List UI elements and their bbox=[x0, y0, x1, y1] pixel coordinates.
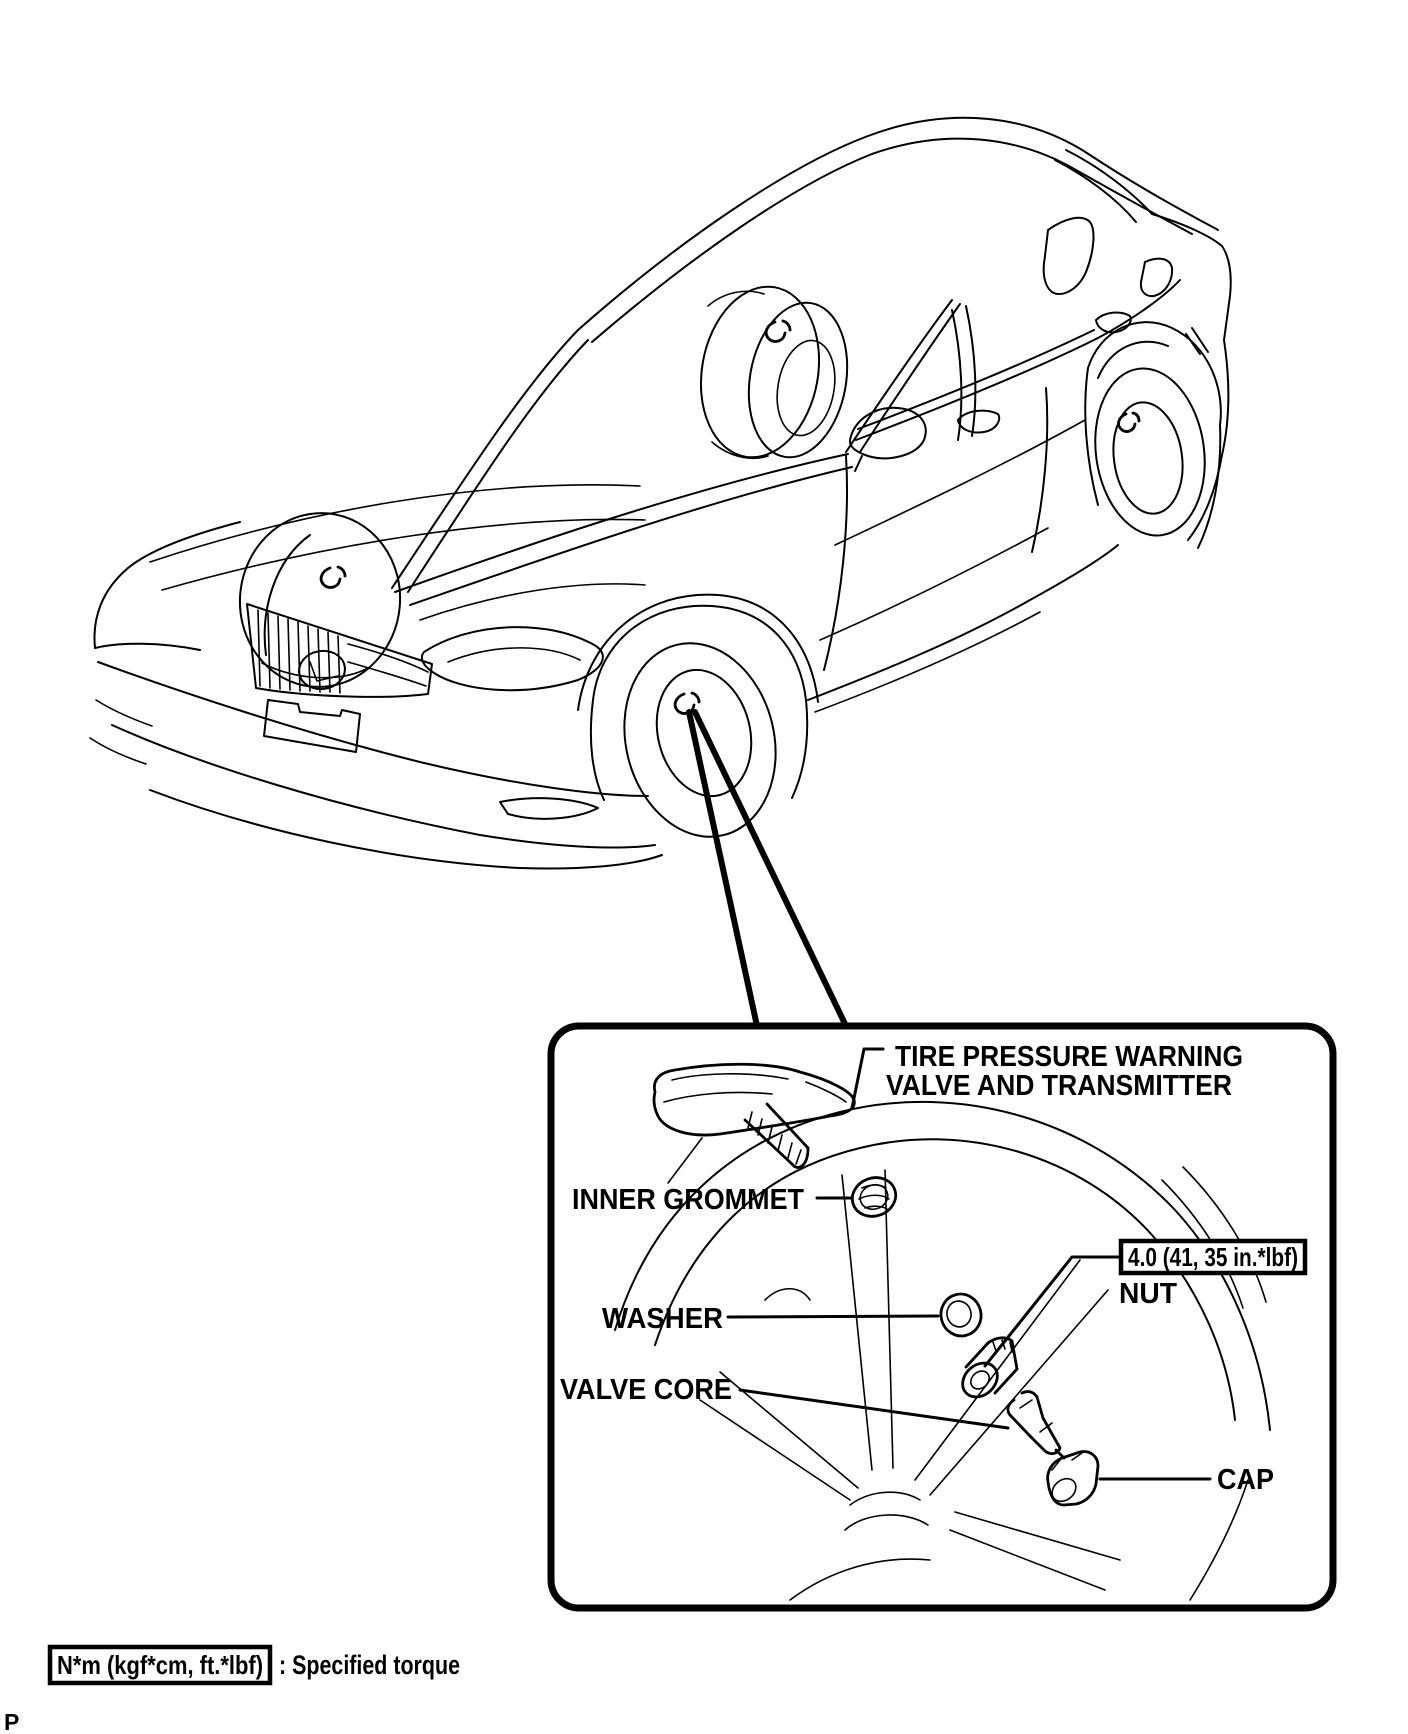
tpms-label-line1: TIRE PRESSURE WARNING bbox=[895, 1041, 1243, 1073]
detail-box bbox=[551, 1026, 1333, 1608]
tpms-label-line2: VALVE AND TRANSMITTER bbox=[886, 1070, 1233, 1102]
torque-spec-box bbox=[1121, 1241, 1305, 1273]
cabin-tire-valve-mark bbox=[766, 321, 790, 341]
callout-pointer bbox=[689, 712, 846, 1026]
rear-wheel-valve-mark bbox=[1119, 413, 1139, 431]
hood-xray-tire bbox=[231, 505, 408, 695]
torque-legend bbox=[50, 1647, 460, 1683]
nut-label: NUT bbox=[1119, 1278, 1178, 1310]
inner-grommet-label: INNER GROMMET bbox=[572, 1184, 805, 1216]
torque-spec-value: 4.0 (41, 35 in.*lbf) bbox=[1128, 1242, 1298, 1272]
hood-tire-valve-mark bbox=[321, 567, 345, 587]
cap-label: CAP bbox=[1217, 1464, 1274, 1496]
page-mark: P bbox=[4, 1709, 20, 1734]
valve-core-label: VALVE CORE bbox=[560, 1374, 732, 1406]
headlight bbox=[422, 627, 603, 690]
torque-legend-box-label: N*m (kgf*cm, ft.*lbf) bbox=[57, 1650, 263, 1680]
rear-wheel bbox=[1085, 322, 1221, 548]
torque-legend-description: : Specified torque bbox=[279, 1650, 460, 1680]
washer-leader bbox=[728, 1316, 938, 1317]
car-illustration bbox=[90, 118, 1231, 869]
cabin-xray-tire bbox=[688, 277, 859, 467]
washer-label: WASHER bbox=[602, 1303, 724, 1335]
